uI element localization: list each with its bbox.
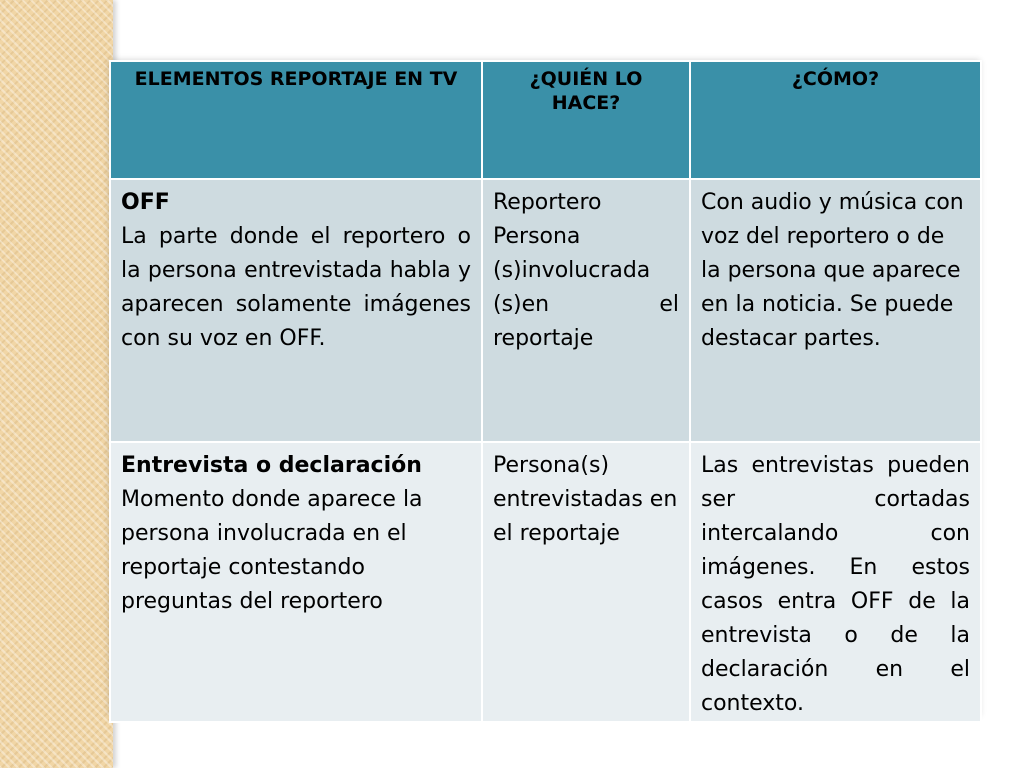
table-header-row [110, 61, 981, 179]
cell-element [110, 179, 482, 442]
table-row [110, 442, 981, 722]
header-quien: ¿QUIÉN LO HACE? [482, 61, 690, 179]
decorative-side-strip [0, 0, 113, 768]
cell-how: Con audio y música con voz del reportero o de la persona que aparece en la noticia. Se puede destacar partes. [690, 179, 981, 442]
element-description: La parte donde el reportero o la persona entrevistada habla y aparecen solamente imágenes con su voz en OFF. [121, 224, 471, 351]
cell-who: Persona(s) entrevistadas en el reportaje [482, 442, 690, 722]
header-elementos: ELEMENTOS REPORTAJE EN TV [110, 61, 482, 179]
element-title: OFF [121, 190, 170, 215]
element-title: Entrevista o declaración [121, 453, 422, 478]
cell-how: Las entrevistas pueden ser cortadas intercalando con imágenes. En estos casos entra OFF de la entrevista o de la declaración en el contexto. [690, 442, 981, 722]
element-description: Momento donde aparece la persona involucrada en el reportaje contestando preguntas del reportero [121, 487, 423, 614]
header-como: ¿CÓMO? [690, 61, 981, 179]
cell-who: Reportero Persona (s)involucrada (s)en el reportaje [482, 179, 690, 442]
cell-element [110, 442, 482, 722]
report-elements-table [109, 60, 980, 716]
table-row [110, 179, 981, 442]
